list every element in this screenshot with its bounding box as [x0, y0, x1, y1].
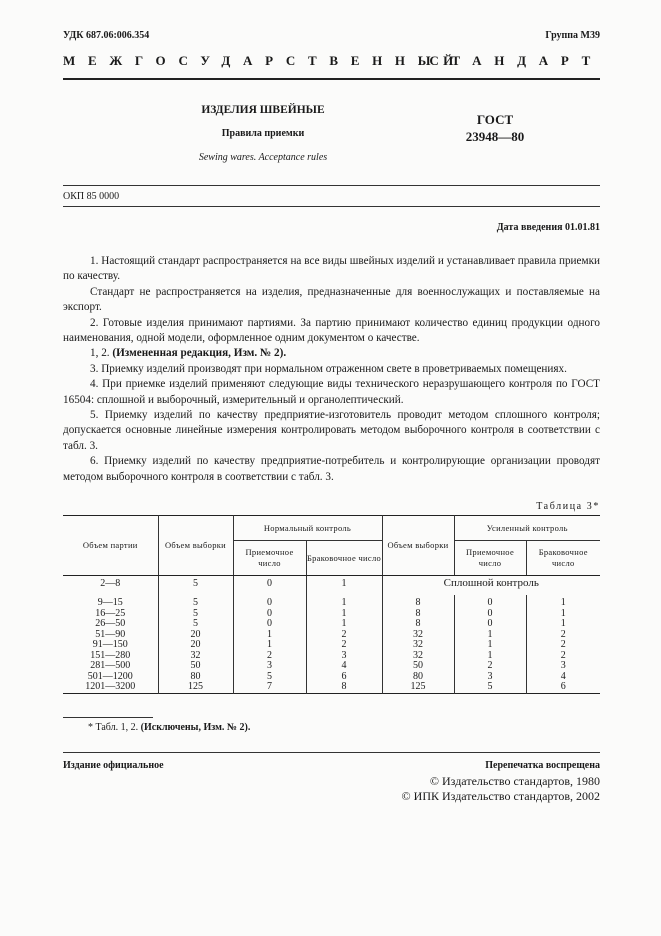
cell-sample-strict: 80	[382, 672, 454, 683]
cell-sample: 32	[158, 651, 233, 662]
document-title-english: Sewing wares. Acceptance rules	[198, 152, 328, 163]
paragraph: 4. При приемке изделий применяют следующие виды технического неразрушающего контроля по ГОСТ 16504: сплошной и выборочный, измерительный и органолептический.	[63, 378, 600, 406]
cell-batch: 1201—3200	[63, 682, 158, 693]
footnote-note: (Исключены, Изм. № 2).	[140, 722, 251, 733]
cell-reject: 2	[306, 630, 382, 641]
header-sample-size: Объем выборки	[158, 516, 233, 576]
footnote-rule	[63, 717, 153, 718]
cell-batch: 281—500	[63, 661, 158, 672]
header-sample-size-strict: Объем выборки	[382, 516, 454, 576]
paragraph: 2. Готовые изделия принимают партиями. За партию принимают количество единиц продукции одного наименования, одной модели, оформленное одним документом о качестве.	[63, 316, 600, 345]
cell-sample: 50	[158, 661, 233, 672]
cell-batch: 9—15	[63, 595, 158, 609]
paragraph: Стандарт не распространяется на изделия, предназначенные для военнослужащих и поставляемые на экспорт.	[63, 285, 600, 314]
cell-reject-strict: 1	[560, 597, 566, 608]
cell-sample-strict: 8	[382, 619, 454, 630]
cell-accept: 3	[233, 661, 306, 672]
cell-sample-strict: 8	[382, 595, 454, 609]
paragraph: 1. Настоящий стандарт распространяется на все виды швейных изделий и устанавливает правила приемки по качеству.	[63, 255, 600, 283]
cell-reject: 1	[306, 595, 382, 609]
body-text	[63, 254, 600, 485]
cell-reject-strict: 2	[560, 649, 566, 661]
intro-date-label: Дата введения	[496, 222, 563, 233]
paragraph: 3. Приемку изделий производят при нормальном отраженном свете в проветриваемых помещениях.	[90, 362, 567, 375]
cell-accept-strict: 1	[454, 651, 526, 662]
copyright-line-1: © Издательство стандартов, 1980	[429, 774, 600, 788]
header-acceptance-number: Приемочное число	[233, 541, 306, 576]
cell-sample-strict: 50	[382, 661, 454, 672]
footnote-ref: * Табл. 1, 2.	[88, 722, 139, 733]
cell-batch: 16—25	[63, 609, 158, 620]
cell-sample-strict: 32	[382, 651, 454, 662]
cell-reject-strict: 3	[560, 660, 566, 671]
cell-sample-strict: 32	[382, 640, 454, 651]
intro-date	[497, 222, 600, 233]
header-batch-size: Объем партии	[63, 516, 158, 576]
cell-sample-strict: 32	[382, 630, 454, 641]
table-row	[63, 682, 600, 693]
gost-designation	[440, 111, 550, 145]
cell-accept: 0	[233, 609, 306, 620]
table-row	[63, 640, 600, 651]
okp-rule	[63, 206, 600, 207]
footnote	[88, 722, 250, 733]
cell-accept: 0	[233, 576, 306, 595]
cell-reject-strict: 2	[560, 639, 566, 650]
table-row	[63, 576, 600, 595]
paragraph: 5. Приемку изделий по качеству предприятие-изготовитель проводит методом сплошного контроля; допускается основные линейные измерения контролировать методом выборочного контроля в соответствии с табл. 3.	[63, 409, 600, 452]
table-row	[63, 609, 600, 620]
okp-code: ОКП 85 0000	[63, 191, 120, 202]
cell-sample: 20	[158, 640, 233, 651]
cell-reject: 3	[306, 651, 382, 662]
cell-reject-strict: 1	[560, 618, 566, 629]
udk-code: УДК 687.06:006.354	[63, 30, 150, 41]
cell-accept: 2	[233, 651, 306, 662]
cell-sample: 5	[158, 619, 233, 630]
cell-accept-strict: 0	[454, 619, 526, 630]
gost-label: ГОСТ	[476, 112, 514, 127]
header-acceptance-number-strict: Приемочное число	[454, 541, 526, 576]
table-row	[63, 595, 600, 609]
gost-number: 23948—80	[465, 129, 525, 144]
cell-reject: 1	[306, 576, 382, 595]
cell-sample-strict: 8	[382, 609, 454, 620]
cell-batch: 2—8	[63, 576, 158, 595]
cell-sample: 80	[158, 672, 233, 683]
cell-sample: 20	[158, 630, 233, 641]
cell-accept-strict: 0	[454, 595, 526, 609]
cell-accept: 1	[233, 640, 306, 651]
standard-type-right: СТАНДАРТ	[429, 53, 603, 68]
paragraph-ref: 1, 2.	[90, 347, 110, 360]
cell-reject: 4	[306, 661, 382, 672]
table-row	[63, 619, 600, 630]
table-row	[63, 661, 600, 672]
cell-reject-strict: 2	[560, 628, 566, 640]
cell-reject: 8	[306, 682, 382, 693]
copyright-line-2: © ИПК Издательство стандартов, 2002	[401, 789, 600, 803]
table-caption: Таблица 3*	[536, 501, 600, 512]
cell-accept: 0	[233, 595, 306, 609]
header-strict-control: Усиленный контроль	[454, 516, 600, 541]
cell-accept: 7	[233, 682, 306, 693]
sampling-table	[63, 515, 600, 694]
cell-sample: 5	[158, 609, 233, 620]
header-normal-control: Нормальный контроль	[233, 516, 382, 541]
cell-reject-strict: 6	[560, 681, 566, 692]
paragraph: 6. Приемку изделий по качеству предприятие-потребитель и контролирующие организации проводят методом выборочного контроля в соответствии с табл. 3.	[63, 455, 600, 483]
document-subtitle: Правила приемки	[221, 128, 305, 139]
header-rejection-number: Браковочное число	[306, 541, 382, 576]
footer-rule	[63, 752, 600, 753]
table-row	[63, 651, 600, 662]
cell-sample: 5	[158, 576, 233, 595]
cell-batch: 51—90	[63, 630, 158, 641]
reprint-prohibited-label: Перепечатка воспрещена	[485, 760, 600, 771]
revision-note: (Измененная редакция, Изм. № 2).	[112, 347, 287, 360]
cell-sample: 125	[158, 682, 233, 693]
cell-reject: 2	[306, 640, 382, 651]
cell-accept-strict: 3	[454, 672, 526, 683]
header-rejection-number-strict: Браковочное число	[526, 541, 600, 576]
intro-date-value: 01.01.81	[565, 222, 600, 233]
cell-accept-strict: 1	[454, 640, 526, 651]
cell-accept-strict: 2	[454, 661, 526, 672]
cell-sample: 5	[158, 595, 233, 609]
cell-sample-strict: 125	[382, 682, 454, 693]
official-edition-label: Издание официальное	[63, 760, 164, 771]
table-row	[63, 630, 600, 641]
cell-batch: 26—50	[63, 619, 158, 630]
cell-accept-strict: 0	[454, 609, 526, 620]
cell-reject: 6	[306, 672, 382, 683]
group-code: Группа М39	[545, 30, 600, 41]
standard-type-left: МЕЖГОСУДАРСТВЕННЫЙ	[63, 53, 466, 68]
cell-accept-strict: 1	[454, 630, 526, 641]
paragraph	[63, 346, 600, 361]
title-rule	[63, 185, 600, 186]
cell-accept: 0	[233, 619, 306, 630]
cell-reject-strict: 4	[560, 670, 566, 682]
table-row	[63, 672, 600, 683]
document-title: ИЗДЕЛИЯ ШВЕЙНЫЕ	[201, 104, 325, 116]
cell-reject-strict: 1	[560, 607, 566, 619]
cell-batch: 151—280	[63, 651, 158, 662]
cell-reject: 1	[306, 619, 382, 630]
header-rule	[63, 78, 600, 80]
cell-accept: 5	[233, 672, 306, 683]
cell-accept: 1	[233, 630, 306, 641]
cell-full-control-note: Сплошной контроль	[443, 577, 539, 589]
cell-batch: 91—150	[63, 640, 158, 651]
cell-batch: 501—1200	[63, 672, 158, 683]
cell-reject: 1	[306, 609, 382, 620]
cell-accept-strict: 5	[454, 682, 526, 693]
